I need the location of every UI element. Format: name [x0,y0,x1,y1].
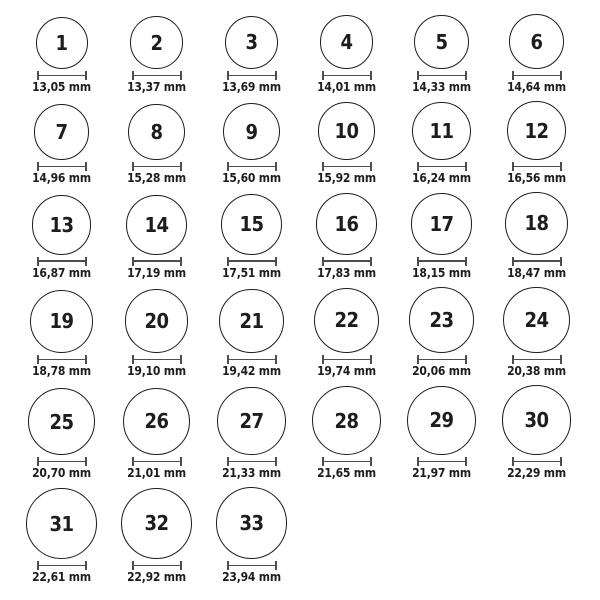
ruler-line-icon [324,75,370,77]
ring-circle [216,487,288,559]
ring-size-number: 4 [340,30,353,55]
ring-size-number: 23 [429,308,454,333]
ring-size-item [109,289,204,378]
ruler-line-icon [229,75,275,77]
ruler-line-icon [324,461,370,463]
diameter-label: 18,47 mm [507,265,566,280]
diameter-label: 18,15 mm [412,265,471,280]
diameter-label: 14,01 mm [317,80,376,95]
ruler-line-icon [229,260,275,262]
ring-size-item [109,16,204,94]
ring-size-number: 7 [55,120,68,145]
ring-size-number: 24 [524,307,549,332]
ring-size-item [299,193,394,279]
ring-size-item [394,15,489,94]
diameter-ruler [322,71,372,80]
ring-size-item [299,288,394,378]
ruler-line-icon [134,75,180,77]
ring-circle [28,388,95,455]
ring-size-number: 31 [49,511,74,536]
ring-size-number: 16 [334,211,359,236]
ring-circle [217,387,285,455]
diameter-label: 19,74 mm [317,363,376,378]
chart-row [14,385,584,480]
ring-size-item [109,388,204,481]
diameter-ruler [37,71,87,80]
ring-size-item [489,14,584,94]
diameter-label: 17,19 mm [127,265,186,280]
ruler-line-icon [39,260,85,262]
ring-size-item [489,385,584,480]
diameter-label: 14,96 mm [32,171,91,185]
ruler-line-icon [324,260,370,262]
ring-size-number: 29 [429,408,454,433]
diameter-ruler [322,355,372,364]
ruler-line-icon [514,75,560,77]
diameter-ruler [132,162,182,171]
ring-size-item [14,290,109,378]
ruler-line-icon [229,166,275,168]
diameter-label: 19,42 mm [222,363,281,378]
ring-circle [316,193,377,254]
diameter-label: 20,38 mm [507,363,566,378]
diameter-label: 16,56 mm [507,171,566,185]
diameter-ruler [512,457,562,466]
ring-size-item [489,101,584,185]
ring-circle [32,195,91,254]
ring-size-number: 30 [524,408,549,433]
ring-size-number: 17 [429,211,454,236]
diameter-label: 21,33 mm [222,466,281,481]
ring-size-number: 22 [334,308,359,333]
ring-circle [128,104,184,160]
diameter-label: 20,70 mm [32,466,91,481]
ring-size-number: 9 [245,119,258,144]
ring-circle [36,17,88,69]
diameter-ruler [132,355,182,364]
ring-size-number: 11 [429,118,454,143]
ring-circle [223,103,280,160]
ring-circle [414,15,468,69]
ring-size-item [394,193,489,280]
chart-row [14,287,584,378]
ring-circle [318,102,376,160]
ring-size-number: 20 [144,309,169,334]
diameter-label: 18,78 mm [32,363,91,378]
ring-size-item [204,103,299,185]
diameter-label: 17,51 mm [222,265,281,280]
ring-size-item [394,102,489,185]
diameter-label: 17,83 mm [317,265,376,280]
ring-size-item [14,104,109,185]
diameter-label: 13,69 mm [222,80,281,95]
ring-size-number: 19 [49,309,74,334]
ring-size-number: 12 [524,118,549,143]
diameter-label: 21,65 mm [317,466,376,481]
ring-circle [30,290,93,353]
diameter-ruler [322,257,372,266]
ruler-line-icon [514,461,560,463]
ring-size-number: 28 [334,408,359,433]
chart-row [14,192,584,280]
ring-size-number: 33 [239,511,264,536]
ruler-line-icon [514,260,560,262]
diameter-label: 19,10 mm [127,363,186,378]
diameter-label: 15,60 mm [222,171,281,185]
ruler-line-icon [229,565,275,567]
ring-size-item [299,102,394,185]
diameter-ruler [37,355,87,364]
ring-size-number: 8 [150,119,163,144]
ruler-line-icon [514,166,560,168]
diameter-label: 13,37 mm [127,80,186,95]
diameter-ruler [227,355,277,364]
ruler-line-icon [419,75,465,77]
diameter-ruler [132,457,182,466]
ruler-line-icon [229,359,275,361]
ruler-line-icon [134,461,180,463]
ring-circle [130,16,183,69]
ring-circle [225,16,278,69]
ring-size-item [394,386,489,480]
ring-size-item [109,195,204,280]
ring-circle [503,287,569,353]
ring-circle [26,488,97,559]
ruler-line-icon [39,461,85,463]
ring-size-item [204,387,299,480]
ring-size-item [489,287,584,378]
diameter-label: 20,06 mm [412,363,471,378]
diameter-ruler [227,71,277,80]
diameter-ruler [417,257,467,266]
diameter-ruler [512,355,562,364]
diameter-ruler [417,162,467,171]
ruler-line-icon [229,461,275,463]
ruler-line-icon [324,359,370,361]
diameter-label: 22,29 mm [507,466,566,481]
ring-circle [505,192,568,255]
ring-size-item [14,488,109,584]
ring-circle [126,195,186,255]
diameter-label: 21,01 mm [127,466,186,481]
ring-circle [507,101,566,160]
diameter-label: 14,64 mm [507,80,566,95]
ring-size-number: 27 [239,408,264,433]
ring-size-item [204,194,299,280]
ring-size-item [489,192,584,280]
ring-circle [411,193,473,255]
diameter-ruler [227,162,277,171]
diameter-ruler [37,257,87,266]
ring-size-item [109,104,204,185]
diameter-ruler [132,561,182,570]
ring-size-number: 21 [239,308,264,333]
diameter-label: 23,94 mm [222,569,281,584]
ring-circle [314,288,379,353]
diameter-label: 22,61 mm [32,569,91,584]
ruler-line-icon [134,166,180,168]
diameter-label: 16,87 mm [32,265,91,280]
diameter-label: 13,05 mm [32,80,91,95]
diameter-ruler [37,561,87,570]
diameter-ruler [512,71,562,80]
ring-size-number: 14 [144,212,169,237]
diameter-ruler [512,162,562,171]
diameter-ruler [227,257,277,266]
ruler-line-icon [419,166,465,168]
ruler-line-icon [419,260,465,262]
ruler-line-icon [324,166,370,168]
chart-row [14,101,584,185]
diameter-ruler [227,561,277,570]
ring-size-number: 5 [435,29,448,54]
ring-circle [123,388,191,456]
ring-size-number: 10 [334,119,359,144]
ring-circle [320,15,374,69]
diameter-ruler [132,71,182,80]
ring-circle [219,289,283,353]
chart-row [14,487,584,584]
diameter-ruler [322,457,372,466]
ring-size-number: 15 [239,212,264,237]
ring-circle [412,102,470,160]
ring-circle [409,287,475,353]
ring-size-number: 3 [245,30,258,55]
ruler-line-icon [134,260,180,262]
ruler-line-icon [419,461,465,463]
ruler-line-icon [39,359,85,361]
diameter-ruler [227,457,277,466]
diameter-ruler [37,162,87,171]
diameter-label: 16,24 mm [412,171,471,185]
ring-circle [312,386,381,455]
diameter-label: 22,92 mm [127,569,186,584]
ring-circle [125,289,189,353]
ruler-line-icon [39,166,85,168]
diameter-label: 15,92 mm [317,171,376,185]
ring-circle [502,385,572,455]
diameter-label: 15,28 mm [127,171,186,185]
ring-circle [509,14,564,69]
ring-circle [121,488,192,559]
ring-size-item [204,16,299,94]
diameter-ruler [132,257,182,266]
ring-size-item [204,289,299,378]
ruler-line-icon [134,359,180,361]
chart-row [14,14,584,94]
diameter-label: 14,33 mm [412,80,471,95]
ring-circle [221,194,282,255]
ruler-line-icon [134,565,180,567]
diameter-ruler [322,162,372,171]
ring-circle [34,104,90,160]
diameter-ruler [37,457,87,466]
ring-size-item [299,15,394,94]
ruler-line-icon [419,359,465,361]
ruler-line-icon [39,565,85,567]
diameter-ruler [417,355,467,364]
ring-size-number: 26 [144,409,169,434]
ring-size-item [394,287,489,378]
ring-size-item [204,487,299,584]
diameter-ruler [417,457,467,466]
ring-circle [407,386,476,455]
ring-size-number: 18 [524,211,549,236]
ring-size-item [14,195,109,279]
diameter-label: 21,97 mm [412,466,471,481]
ring-size-item [109,488,204,584]
ring-size-item [14,17,109,94]
ring-size-number: 6 [530,29,543,54]
ring-size-number: 25 [49,409,74,434]
diameter-ruler [417,71,467,80]
ruler-line-icon [39,75,85,77]
ring-size-number: 1 [55,31,68,56]
diameter-ruler [512,257,562,266]
ruler-line-icon [514,359,560,361]
ring-size-number: 13 [49,212,74,237]
ring-size-number: 32 [144,511,169,536]
ring-size-number: 2 [150,30,163,55]
ring-size-item [299,386,394,480]
ring-size-item [14,388,109,480]
